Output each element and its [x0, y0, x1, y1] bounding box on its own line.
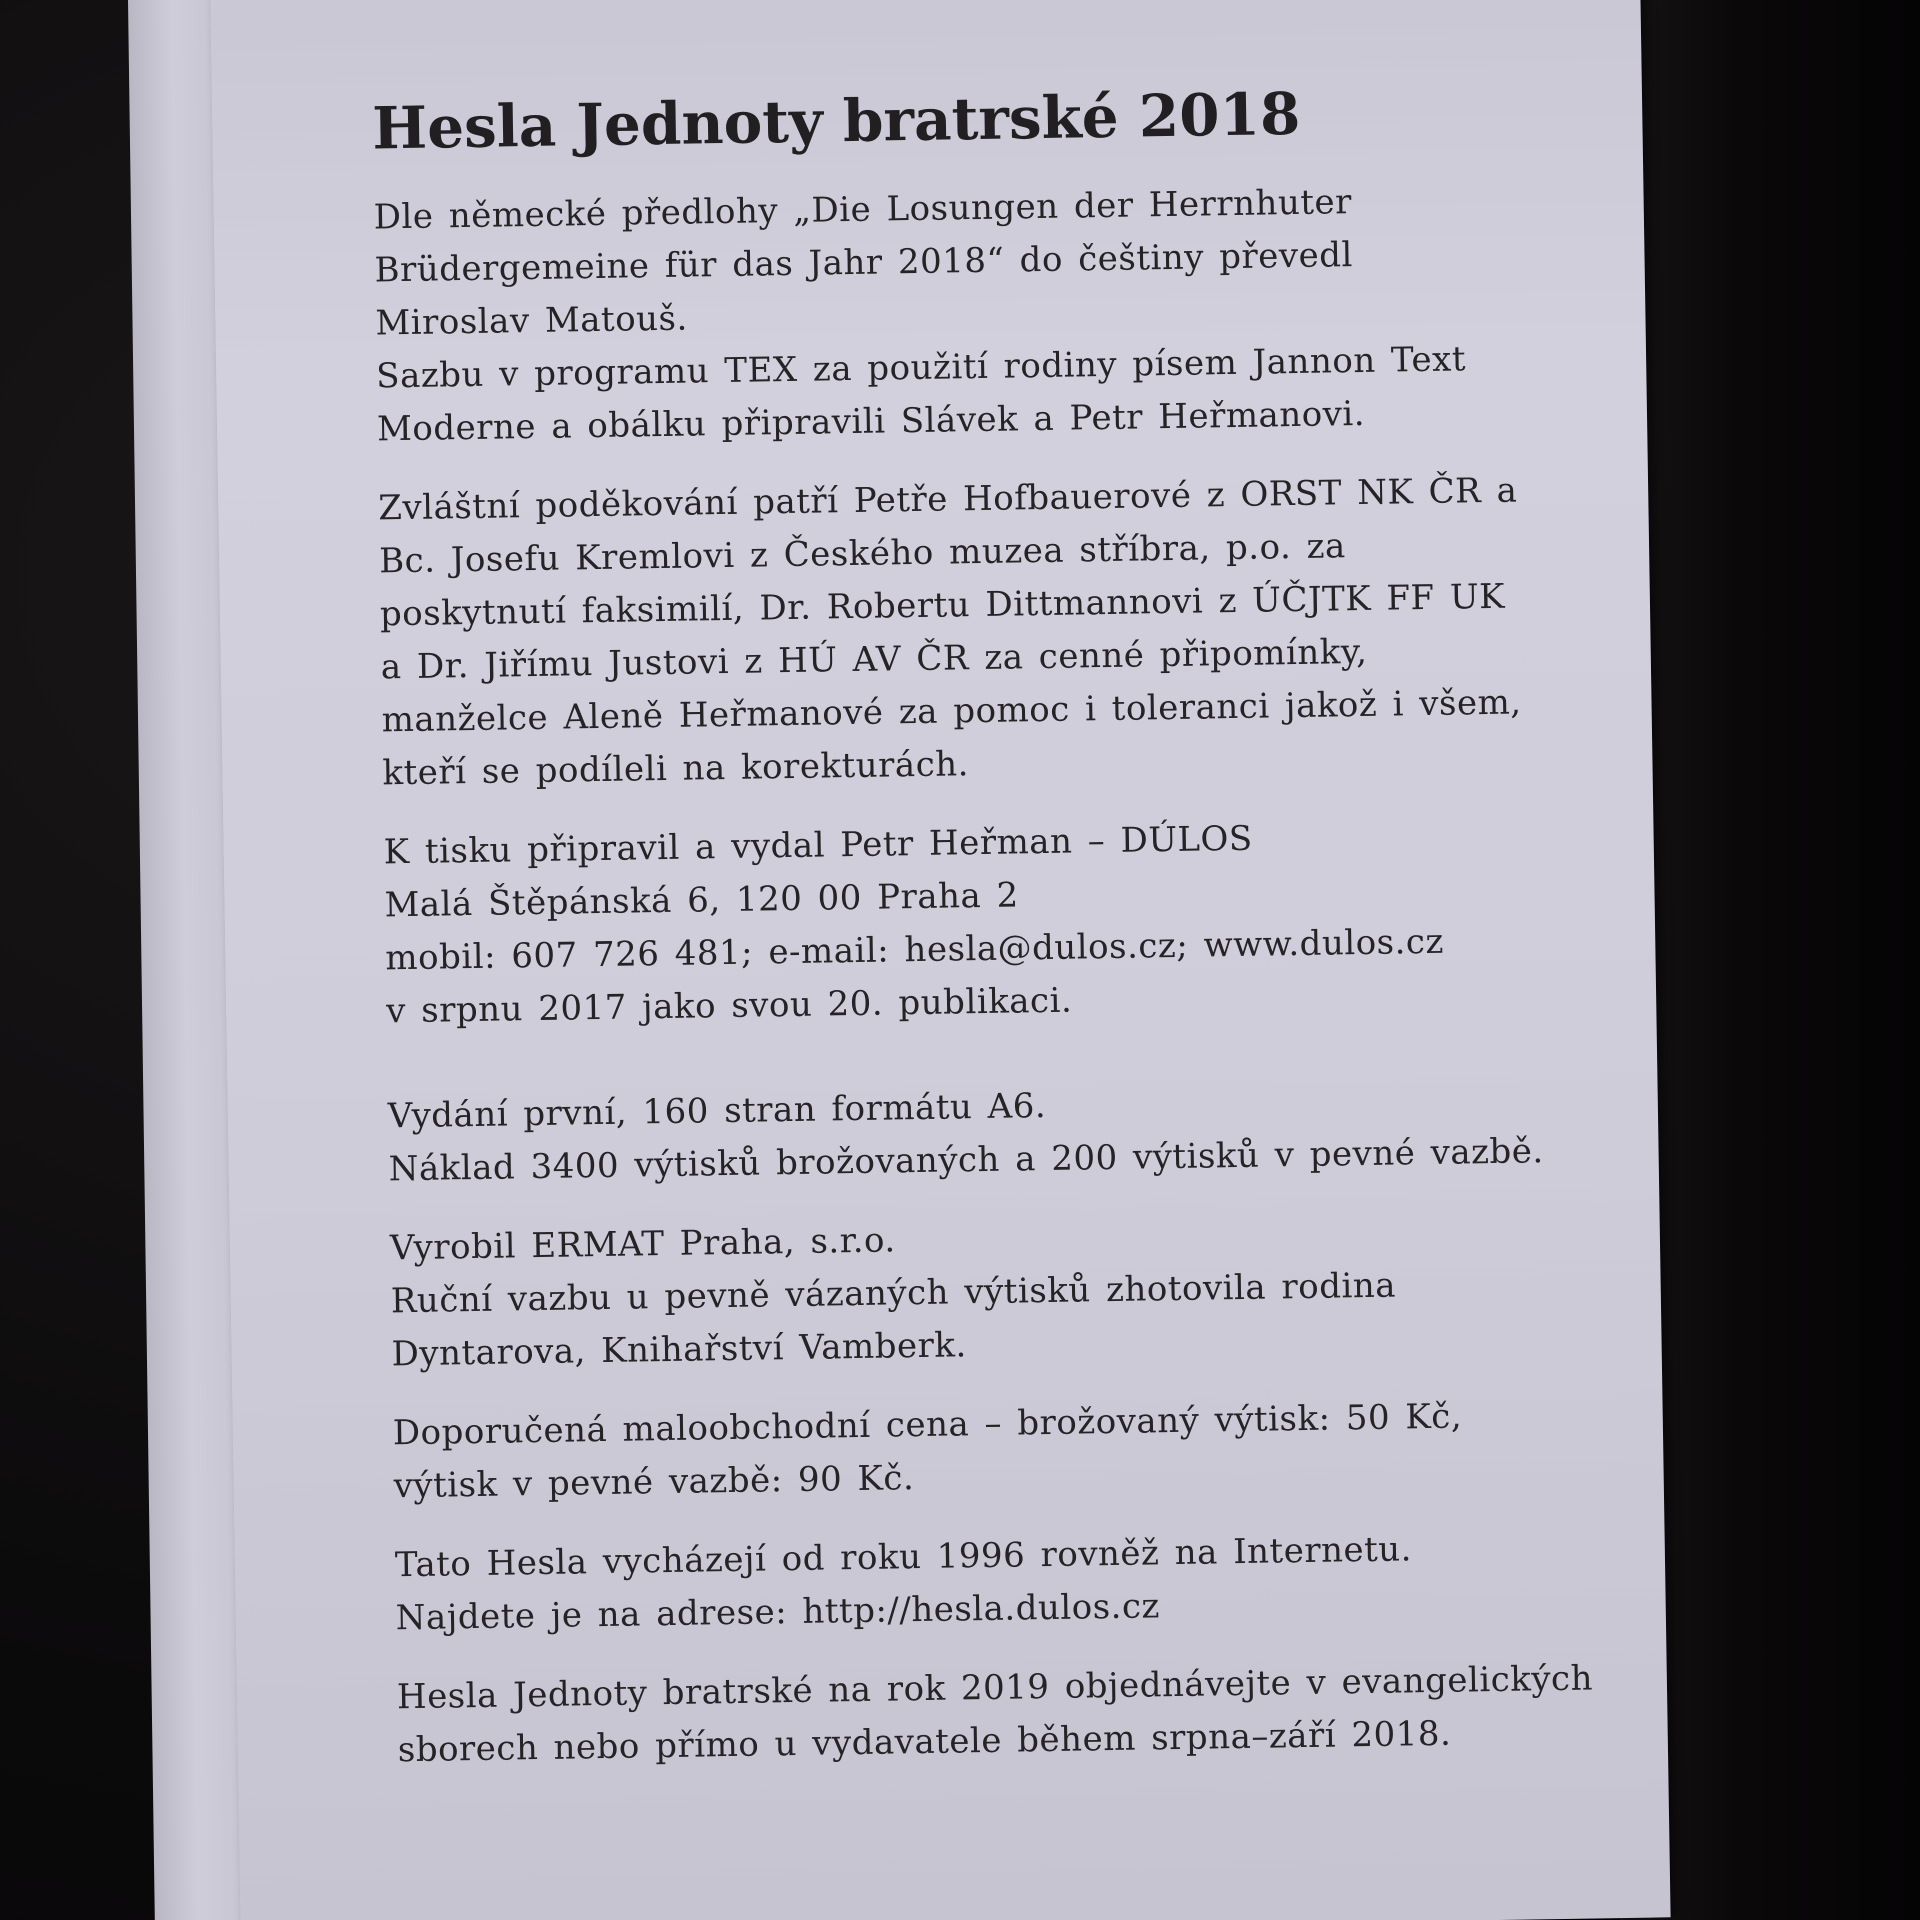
text-line: Miroslav Matouš. [375, 298, 689, 344]
text-line: Náklad 3400 výtisků brožovaných a 200 výtisků v pevné vazbě. [388, 1130, 1544, 1190]
text-line: a Dr. Jiřímu Justovi z HÚ AV ČR za cenné připomínky, [380, 631, 1368, 688]
text-line: výtisk v pevné vazbě: 90 Kč. [393, 1457, 915, 1507]
text-line: Najdete je na adrese: http://hesla.dulos.cz [395, 1586, 1161, 1639]
paragraph-production [390, 1203, 1592, 1381]
text-line: Bc. Josefu Kremlovi z Českého muzea stříbra, p.o. za [378, 526, 1347, 582]
text-line: manželce Aleně Heřmanové za pomoc i toleranci jakož i všem, [381, 682, 1522, 741]
colophon-text [372, 79, 1599, 1803]
paragraph-acknowledgements [378, 463, 1583, 800]
text-line: Tato Hesla vycházejí od roku 1996 rovněž na Internetu. [394, 1529, 1413, 1586]
text-line: poskytnutí faksimilí, Dr. Robertu Dittmannovi z ÚČJTK FF UK [379, 576, 1506, 635]
page-title: Hesla Jednoty bratrské 2018 [371, 79, 1301, 163]
text-line: K tisku připravil a vydal Petr Heřman – DÚLOS [383, 818, 1253, 873]
paragraph-internet [395, 1520, 1597, 1645]
text-line: Brüdergemeine für das Jahr 2018“ do češtiny převedl [374, 234, 1354, 291]
paragraph-price [392, 1388, 1594, 1513]
text-line: v srpnu 2017 jako svou 20. publikaci. [385, 980, 1073, 1032]
text-line: Moderne a obálku připravili Slávek a Petr Heřmanovi. [376, 393, 1366, 450]
text-line: mobil: 607 726 481; e-mail: hesla@dulos.cz; www.dulos.cz [385, 921, 1445, 979]
text-line: Ruční vazbu u pevně vázaných výtisků zhotovila rodina [390, 1265, 1397, 1322]
text-line: Sazbu v programu TEX za použití rodiny písem Jannon Text [375, 339, 1467, 397]
text-line: Vydání první, 160 stran formátu A6. [387, 1085, 1047, 1137]
paragraph-publisher [383, 807, 1586, 1038]
text-line: Doporučená maloobchodní cena – brožovaný výtisk: 50 Kč, [392, 1396, 1463, 1454]
text-line: Dyntarova, Knihařství Vamberk. [391, 1325, 968, 1375]
text-line: Hesla Jednoty bratrské na rok 2019 objednávejte v evangelických [396, 1658, 1594, 1718]
paragraph-order [397, 1652, 1599, 1777]
text-line: Dle německé předlohy „Die Losungen der Herrnhuter [373, 181, 1353, 238]
book-page [210, 0, 1671, 1920]
text-line: Zvláštní poděkování patří Petře Hofbauerové z ORST NK ČR a [378, 470, 1518, 529]
paragraph-translation [373, 172, 1577, 456]
text-line: Vyrobil ERMAT Praha, s.r.o. [389, 1220, 896, 1269]
text-line: sborech nebo přímo u vydavatele během srpna–září 2018. [397, 1713, 1452, 1771]
text-line: Malá Štěpánská 6, 120 00 Praha 2 [384, 875, 1019, 926]
text-line: kteří se podíleli na korekturách. [382, 743, 970, 794]
paragraph-edition [387, 1071, 1589, 1196]
